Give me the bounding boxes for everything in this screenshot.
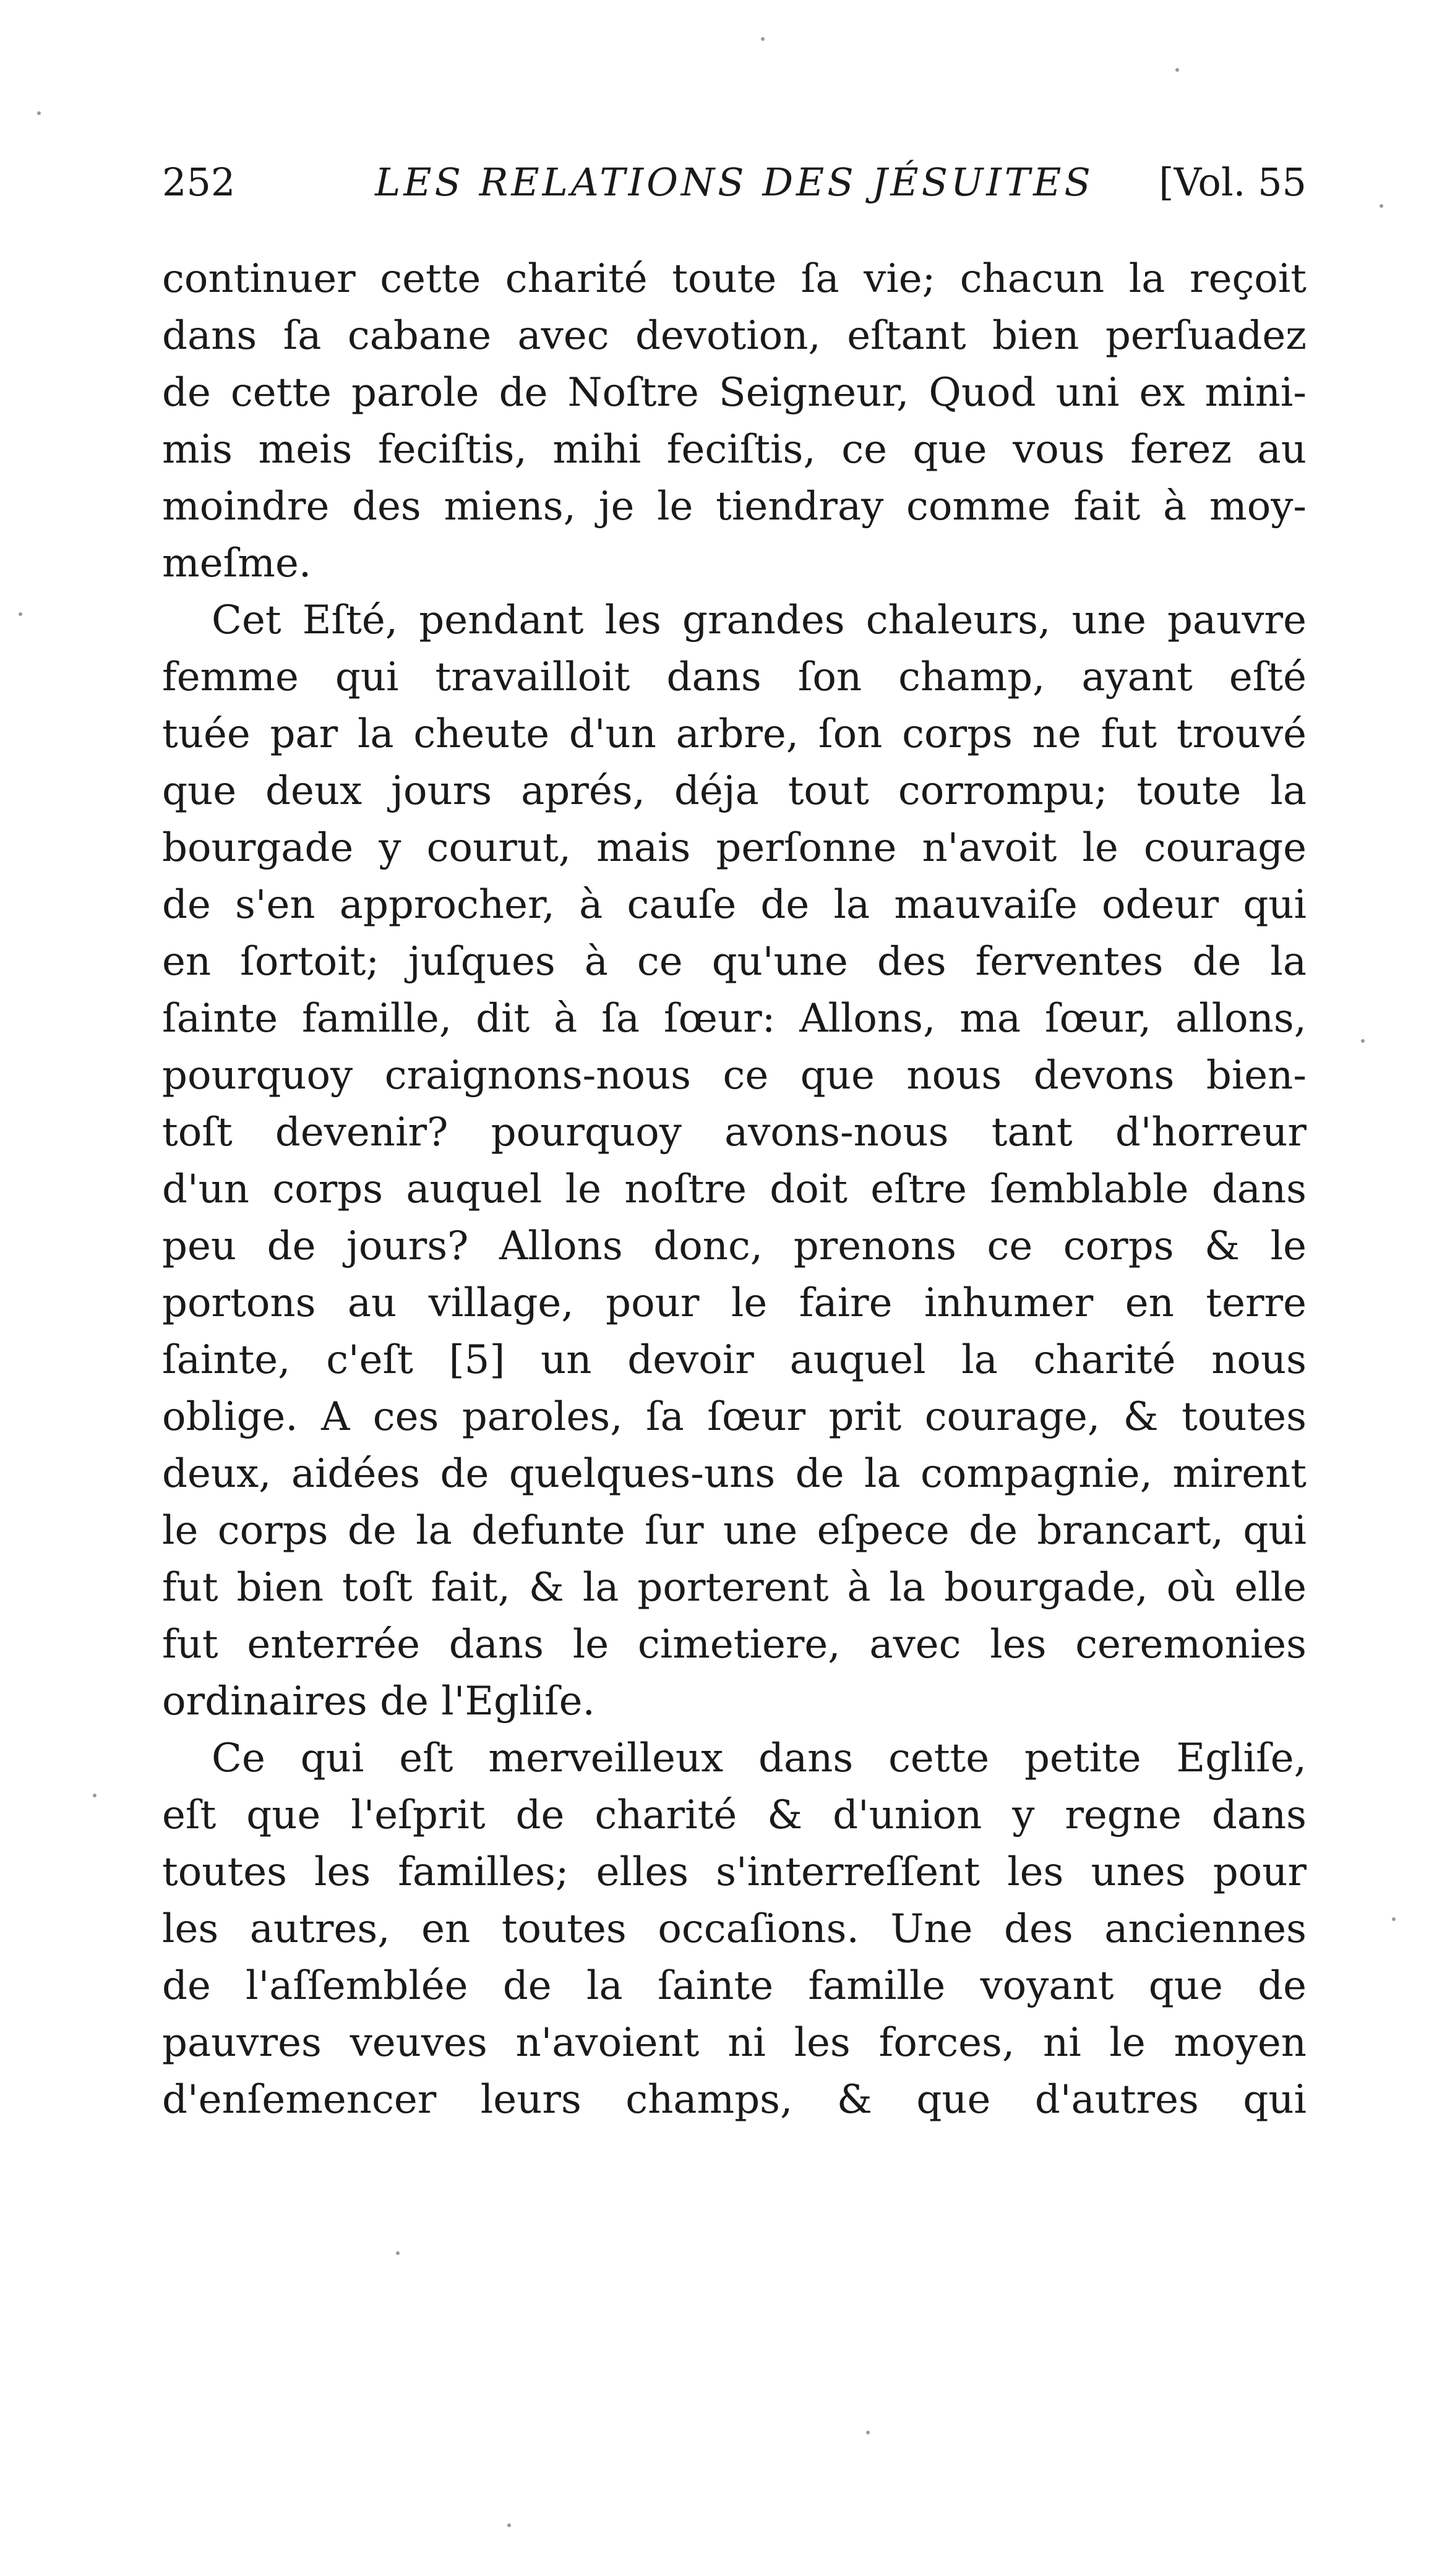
text-line: bourgade y courut, mais perſonne n'avoit le courage	[162, 825, 1307, 871]
text-line: femme qui travailloit dans ſon champ, ayant eſté	[162, 654, 1307, 700]
text-line: que deux jours aprés, déja tout corrompu; toute la	[162, 768, 1307, 814]
text-line: meſme.	[162, 541, 312, 586]
text-line: ſainte famille, dit à ſa ſœur: Allons, ma ſœur, allons,	[162, 996, 1307, 1042]
text-line: de l'aſſemblée de la ſainte famille voyant que de	[162, 1963, 1307, 2009]
page-number: 252	[162, 160, 236, 205]
text-line: ſainte, c'eſt [5] un devoir auquel la charité nous	[162, 1337, 1307, 1383]
text-line: toutes les familles; elles s'interreſſent les unes pour	[162, 1849, 1307, 1895]
scan-speck	[19, 612, 22, 616]
body-text	[162, 250, 1307, 2128]
text-line: le corps de la defunte ſur une eſpece de brancart, qui	[162, 1508, 1307, 1554]
volume-label: [Vol. 55	[1159, 160, 1307, 205]
text-line: pauvres veuves n'avoient ni les forces, ni le moyen	[162, 2020, 1307, 2066]
text-line: les autres, en toutes occaſions. Une des anciennes	[162, 1906, 1307, 1952]
text-line: fut enterrée dans le cimetiere, avec les ceremonies	[162, 1622, 1307, 1667]
text-line: tuée par la cheute d'un arbre, ſon corps ne fut trouvé	[162, 711, 1307, 757]
text-line: pourquoy craignons-nous ce que nous devons bien-	[162, 1053, 1307, 1098]
text-line: fut bien toſt fait, & la porterent à la bourgade, où elle	[162, 1565, 1307, 1611]
text-line: continuer cette charité toute ſa vie; chacun la reçoit	[162, 256, 1307, 302]
scan-speck	[396, 2251, 400, 2255]
text-line: moindre des miens, je le tiendray comme fait à moy-	[162, 484, 1307, 529]
scan-speck	[866, 2431, 870, 2434]
scan-speck	[761, 37, 765, 41]
text-line: Ce qui eſt merveilleux dans cette petite Egliſe,	[212, 1735, 1307, 1781]
text-line: d'un corps auquel le noſtre doit eſtre ſemblable dans	[162, 1166, 1307, 1212]
scan-speck	[93, 1794, 97, 1797]
paragraph	[162, 250, 1307, 592]
text-line: deux, aidées de quelques-uns de la compagnie, mirent	[162, 1451, 1307, 1497]
scan-speck	[507, 2523, 511, 2527]
text-line: eſt que l'eſprit de charité & d'union y regne dans	[162, 1792, 1307, 1838]
text-line: mis meis feciſtis, mihi feciſtis, ce que vous ferez au	[162, 427, 1307, 473]
text-line: Cet Eſté, pendant les grandes chaleurs, une pauvre	[212, 597, 1307, 643]
scan-speck	[1361, 1039, 1365, 1043]
text-line: de cette parole de Noſtre Seigneur, Quod uni ex mini-	[162, 370, 1307, 416]
scan-speck	[1175, 68, 1179, 72]
text-line: peu de jours? Allons donc, prenons ce corps & le	[162, 1223, 1307, 1269]
text-line: portons au village, pour le faire inhumer en terre	[162, 1280, 1307, 1326]
scan-speck	[1380, 204, 1383, 208]
text-line: de s'en approcher, à cauſe de la mauvaiſe odeur qui	[162, 882, 1307, 928]
running-head	[162, 155, 1307, 210]
text-line: dans ſa cabane avec devotion, eſtant bien perſuadez	[162, 313, 1307, 359]
scan-speck	[37, 111, 41, 115]
paragraph	[162, 1730, 1307, 2128]
paragraph	[162, 592, 1307, 1730]
text-line: toſt devenir? pourquoy avons-nous tant d'horreur	[162, 1110, 1307, 1155]
running-title: LES RELATIONS DES JÉSUITES	[375, 160, 1094, 205]
text-line: d'enſemencer leurs champs, & que d'autres qui	[162, 2077, 1307, 2123]
scan-speck	[1392, 1917, 1396, 1921]
text-line: oblige. A ces paroles, ſa ſœur prit courage, & toutes	[162, 1394, 1307, 1440]
text-line: ordinaires de l'Egliſe.	[162, 1679, 595, 1724]
text-line: en ſortoit; juſques à ce qu'une des ferventes de la	[162, 939, 1307, 985]
